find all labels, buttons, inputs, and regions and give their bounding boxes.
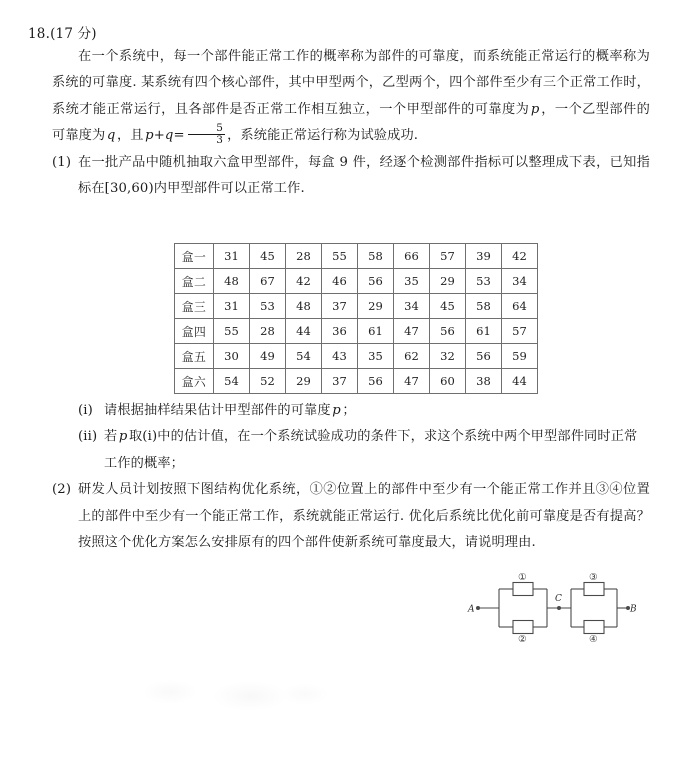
node-c-dot bbox=[557, 606, 561, 610]
circuit-diagram-svg bbox=[466, 572, 636, 644]
cell: 62 bbox=[394, 344, 430, 369]
component-2-label: ② bbox=[518, 634, 527, 644]
table-row bbox=[175, 269, 538, 294]
cell: 54 bbox=[286, 344, 322, 369]
cell: 61 bbox=[466, 319, 502, 344]
cell: 47 bbox=[394, 319, 430, 344]
part-1-marker: (1) bbox=[52, 154, 72, 170]
sub-item-ii bbox=[78, 424, 650, 477]
cell: 56 bbox=[430, 319, 466, 344]
node-a-dot bbox=[476, 606, 480, 610]
cell: 55 bbox=[214, 319, 250, 344]
cell: 54 bbox=[214, 369, 250, 394]
node-a-label: A bbox=[468, 604, 475, 615]
cell: 42 bbox=[286, 269, 322, 294]
row-label: 盒五 bbox=[175, 344, 214, 369]
circuit-diagram bbox=[466, 572, 636, 644]
cell: 29 bbox=[358, 294, 394, 319]
cell: 29 bbox=[430, 269, 466, 294]
cell: 35 bbox=[394, 269, 430, 294]
cell: 67 bbox=[250, 269, 286, 294]
cell: 52 bbox=[250, 369, 286, 394]
stem-text-part-1: 在一个系统中，每一个部件能正常工作的概率称为部件的可靠度，而系统能正常运行的概率称为系统的可靠度. 某系统有四个核心部件，其中甲型两个，乙型两个，四个部件至少有三个正常工作时，系统才能正常运行，且各部件是否正常工作相互独立，一个甲型部件的可靠度为 bbox=[52, 49, 650, 117]
cell: 34 bbox=[394, 294, 430, 319]
sub-item-ii-text-after: 取(i)中的估计值，在一个系统试验成功的条件下，求这个系统中两个甲型部件同时正常工作的概率； bbox=[104, 429, 638, 471]
cell: 31 bbox=[214, 244, 250, 269]
fraction-denominator: 3 bbox=[188, 134, 225, 146]
component-1-box bbox=[513, 583, 533, 596]
row-label: 盒六 bbox=[175, 369, 214, 394]
component-1-label: ① bbox=[518, 572, 527, 583]
table-row bbox=[175, 244, 538, 269]
fraction-numerator: 5 bbox=[216, 122, 224, 135]
cell: 48 bbox=[286, 294, 322, 319]
part-2-block bbox=[52, 477, 650, 556]
cell: 28 bbox=[250, 319, 286, 344]
cell: 28 bbox=[286, 244, 322, 269]
component-4-label: ④ bbox=[589, 634, 598, 644]
question-subparts bbox=[52, 398, 650, 556]
cell: 32 bbox=[430, 344, 466, 369]
question-stem bbox=[52, 44, 650, 150]
question-number: 18.(17 分) bbox=[28, 26, 97, 42]
table-row bbox=[175, 294, 538, 319]
cell: 46 bbox=[322, 269, 358, 294]
sub-item-ii-variable-p: p bbox=[118, 429, 128, 445]
cell: 53 bbox=[250, 294, 286, 319]
cell: 31 bbox=[214, 294, 250, 319]
part-1-text: 在一批产品中随机抽取六盒甲型部件，每盒 9 件，经逐个检测部件指标可以整理成下表，已知指标在[30,60)内甲型部件可以正常工作. bbox=[78, 154, 650, 197]
node-b-label: B bbox=[630, 604, 636, 615]
cell: 57 bbox=[430, 244, 466, 269]
cell: 34 bbox=[502, 269, 538, 294]
sub-item-i bbox=[78, 398, 650, 424]
cell: 38 bbox=[466, 369, 502, 394]
row-label: 盒四 bbox=[175, 319, 214, 344]
stem-variable-p: p bbox=[530, 101, 540, 117]
cell: 66 bbox=[394, 244, 430, 269]
cell: 37 bbox=[322, 294, 358, 319]
cell: 58 bbox=[358, 244, 394, 269]
cell: 45 bbox=[430, 294, 466, 319]
stem-text-part-3: ，且 bbox=[116, 128, 144, 144]
cell: 35 bbox=[358, 344, 394, 369]
cell: 47 bbox=[394, 369, 430, 394]
part-2-marker: (2) bbox=[52, 482, 72, 498]
row-label: 盒二 bbox=[175, 269, 214, 294]
part-2-text: 研发人员计划按照下图结构优化系统，①②位置上的部件中至少有一个能正常工作并且③④位置上的部件中至少有一个能正常工作，系统就能正常运行. 优化后系统比优化前可靠度是否有提高？按照这个优化方案怎么安排原有的四个部件使新系统可靠度最大，请说明理由. bbox=[78, 482, 650, 551]
sub-item-ii-text-before: 若 bbox=[104, 429, 118, 445]
cell: 30 bbox=[214, 344, 250, 369]
cell: 64 bbox=[502, 294, 538, 319]
cell: 45 bbox=[250, 244, 286, 269]
cell: 56 bbox=[466, 344, 502, 369]
sub-item-i-text-before: 请根据抽样结果估计甲型部件的可靠度 bbox=[104, 403, 331, 418]
node-c-label: C bbox=[555, 594, 562, 604]
cell: 56 bbox=[358, 269, 394, 294]
cell: 37 bbox=[322, 369, 358, 394]
row-label: 盒一 bbox=[175, 244, 214, 269]
cell: 56 bbox=[358, 369, 394, 394]
fraction-five-thirds bbox=[188, 123, 225, 147]
cell: 57 bbox=[502, 319, 538, 344]
component-3-box bbox=[584, 583, 604, 596]
sample-data-table-wrapper bbox=[174, 243, 538, 394]
stem-text-part-4: ，系统能正常运行称为试验成功. bbox=[227, 128, 419, 144]
stem-variable-q: q bbox=[106, 128, 116, 144]
table-row bbox=[175, 344, 538, 369]
sub-item-i-variable-p: p bbox=[332, 403, 341, 418]
row-label: 盒三 bbox=[175, 294, 214, 319]
cell: 43 bbox=[322, 344, 358, 369]
part-1-block bbox=[52, 150, 650, 203]
cell: 53 bbox=[466, 269, 502, 294]
cell: 44 bbox=[286, 319, 322, 344]
cell: 49 bbox=[250, 344, 286, 369]
sub-item-ii-marker: (ii) bbox=[78, 429, 98, 445]
sample-data-table bbox=[174, 243, 538, 394]
cell: 42 bbox=[502, 244, 538, 269]
component-4-box bbox=[584, 621, 604, 634]
cell: 48 bbox=[214, 269, 250, 294]
stem-equation: p+q= bbox=[145, 128, 185, 144]
cell: 29 bbox=[286, 369, 322, 394]
component-2-box bbox=[513, 621, 533, 634]
table-row bbox=[175, 319, 538, 344]
question-body bbox=[52, 44, 650, 202]
cell: 61 bbox=[358, 319, 394, 344]
cell: 39 bbox=[466, 244, 502, 269]
component-3-label: ③ bbox=[589, 572, 598, 583]
cell: 60 bbox=[430, 369, 466, 394]
cell: 55 bbox=[322, 244, 358, 269]
table-row bbox=[175, 369, 538, 394]
page-watermark bbox=[90, 672, 390, 742]
cell: 44 bbox=[502, 369, 538, 394]
stem-text-part-2: ，一个乙型部件的可靠度为 bbox=[52, 101, 651, 144]
cell: 59 bbox=[502, 344, 538, 369]
cell: 36 bbox=[322, 319, 358, 344]
table-body bbox=[175, 244, 538, 394]
sub-item-i-marker: (i) bbox=[78, 403, 93, 418]
sub-item-i-text-after: ； bbox=[342, 403, 356, 418]
cell: 58 bbox=[466, 294, 502, 319]
